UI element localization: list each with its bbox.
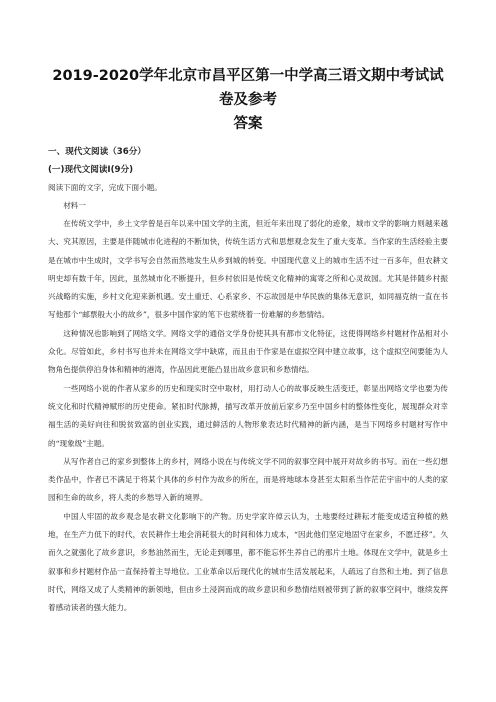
paragraph-3: 一些网络小说的作者从家乡的历史和现实时空中取材，用打动人心的故事反映生活变迁，彰显出网络文学也要为传统文化和时代精神赋形的历史使命。紧扣时代脉搏，描写改革开放前后家乡乃至中国乡村的整体性变化，展现群众对幸福生活的美好向往和脱贫致富的创业实践，通过鲜活的人物形象表达时代精神的新内涵，是当下网络乡村题材写作中的“现象级”主题。 [48, 383, 448, 448]
paragraph-1: 在传统文学中，乡土文学曾是百年以来中国文学的主流，但近年来出现了弱化的迹象，城市文学的影响力则越来越大、究其原因，主要是伴随城市化进程的不断加快，传统生活方式和思想观念发生了重大变革。当作家的生活经验主要是在城市中生成时，文学书写会自然而然地发生从乡到城的转变。中国现代意义上的城市生活不过一百多年，但农耕文明史却有数千年，因此，虽然城市化不断提升，但乡村依旧是传统文化精神的寓寄之所和心灵故园。尤其是伴随乡村振兴战略的实施，乡村文化迎来新机遇。安土重迁、心系家乡、不忘故园是中华民族的集体无意识，如同福克纳一直在书写他那个“邮票般大小的故乡”，很多中国作家的笔下也萦绕着一份难解的乡愁情结。 [48, 219, 448, 320]
paragraph-5: 中国人牢固的故乡观念是农耕文化影响下的产物。历史学家许倬云认为，土地要经过耕耘才能变成适宜种植的熟地，在生产力低下的时代，农民耕作土地会消耗很大的时间和体力成本，“因此他们坚定地固守在家乡，不愿迁移”。久而久之就强化了故乡意识，乡愁油然而生，无论走到哪里，都不能忘怀生养自己的那片土地。体现在文学中，就是乡土叙事和乡村题材作品一直保持着主导地位。工业革命以后现代化的城市生活发展起来，人疏远了自然和土地。到了信息时代，网络又成了人类精神的新领地，但由乡土浸润而成的故乡意识和乡愁情结则被带到了新的叙事空间中，继续发挥着感动读者的强大能力。 [48, 511, 448, 613]
title-line-2: 答案 [233, 116, 263, 132]
material-label: 材料一 [63, 201, 86, 210]
paragraph-2: 这种情况也影响到了网络文学。网络文学的通俗文学身份使其具有都市文化特征，这使得网络乡村题材作品相对小众化。尽管如此，乡村书写也并未在网络文学中缺席，而且由于作家是在虚拟空间中建立故事，这个虚拟空间要能为人物角色提供停泊身体和精神的港湾，作品因此更能凸显出故乡意识和乡愁情结。 [48, 328, 448, 375]
instruction-text: 阅读下面的文字，完成下面小题。 [48, 183, 162, 192]
title-line-1: 2019-2020学年北京市昌平区第一中学高三语文期中考试试卷及参考 [52, 68, 444, 108]
section-heading: 一、现代文阅读（36分） [48, 147, 146, 157]
document-title [48, 64, 448, 136]
subsection-heading: (一)现代文阅读Ⅰ(9分) [48, 165, 134, 175]
paragraph-4: 从写作者自己的家乡到整体上的乡村，网络小说在与传统文学不同的叙事空间中展开对故乡的书写。而在一些幻想类作品中，作者已不满足于将某个具体的乡村作为故乡的所在，而是将地球本身甚至太阳系当作茫茫宇宙中的人类的家园和生命的故乡，将人类的乡愁导入新的境界。 [48, 456, 448, 503]
